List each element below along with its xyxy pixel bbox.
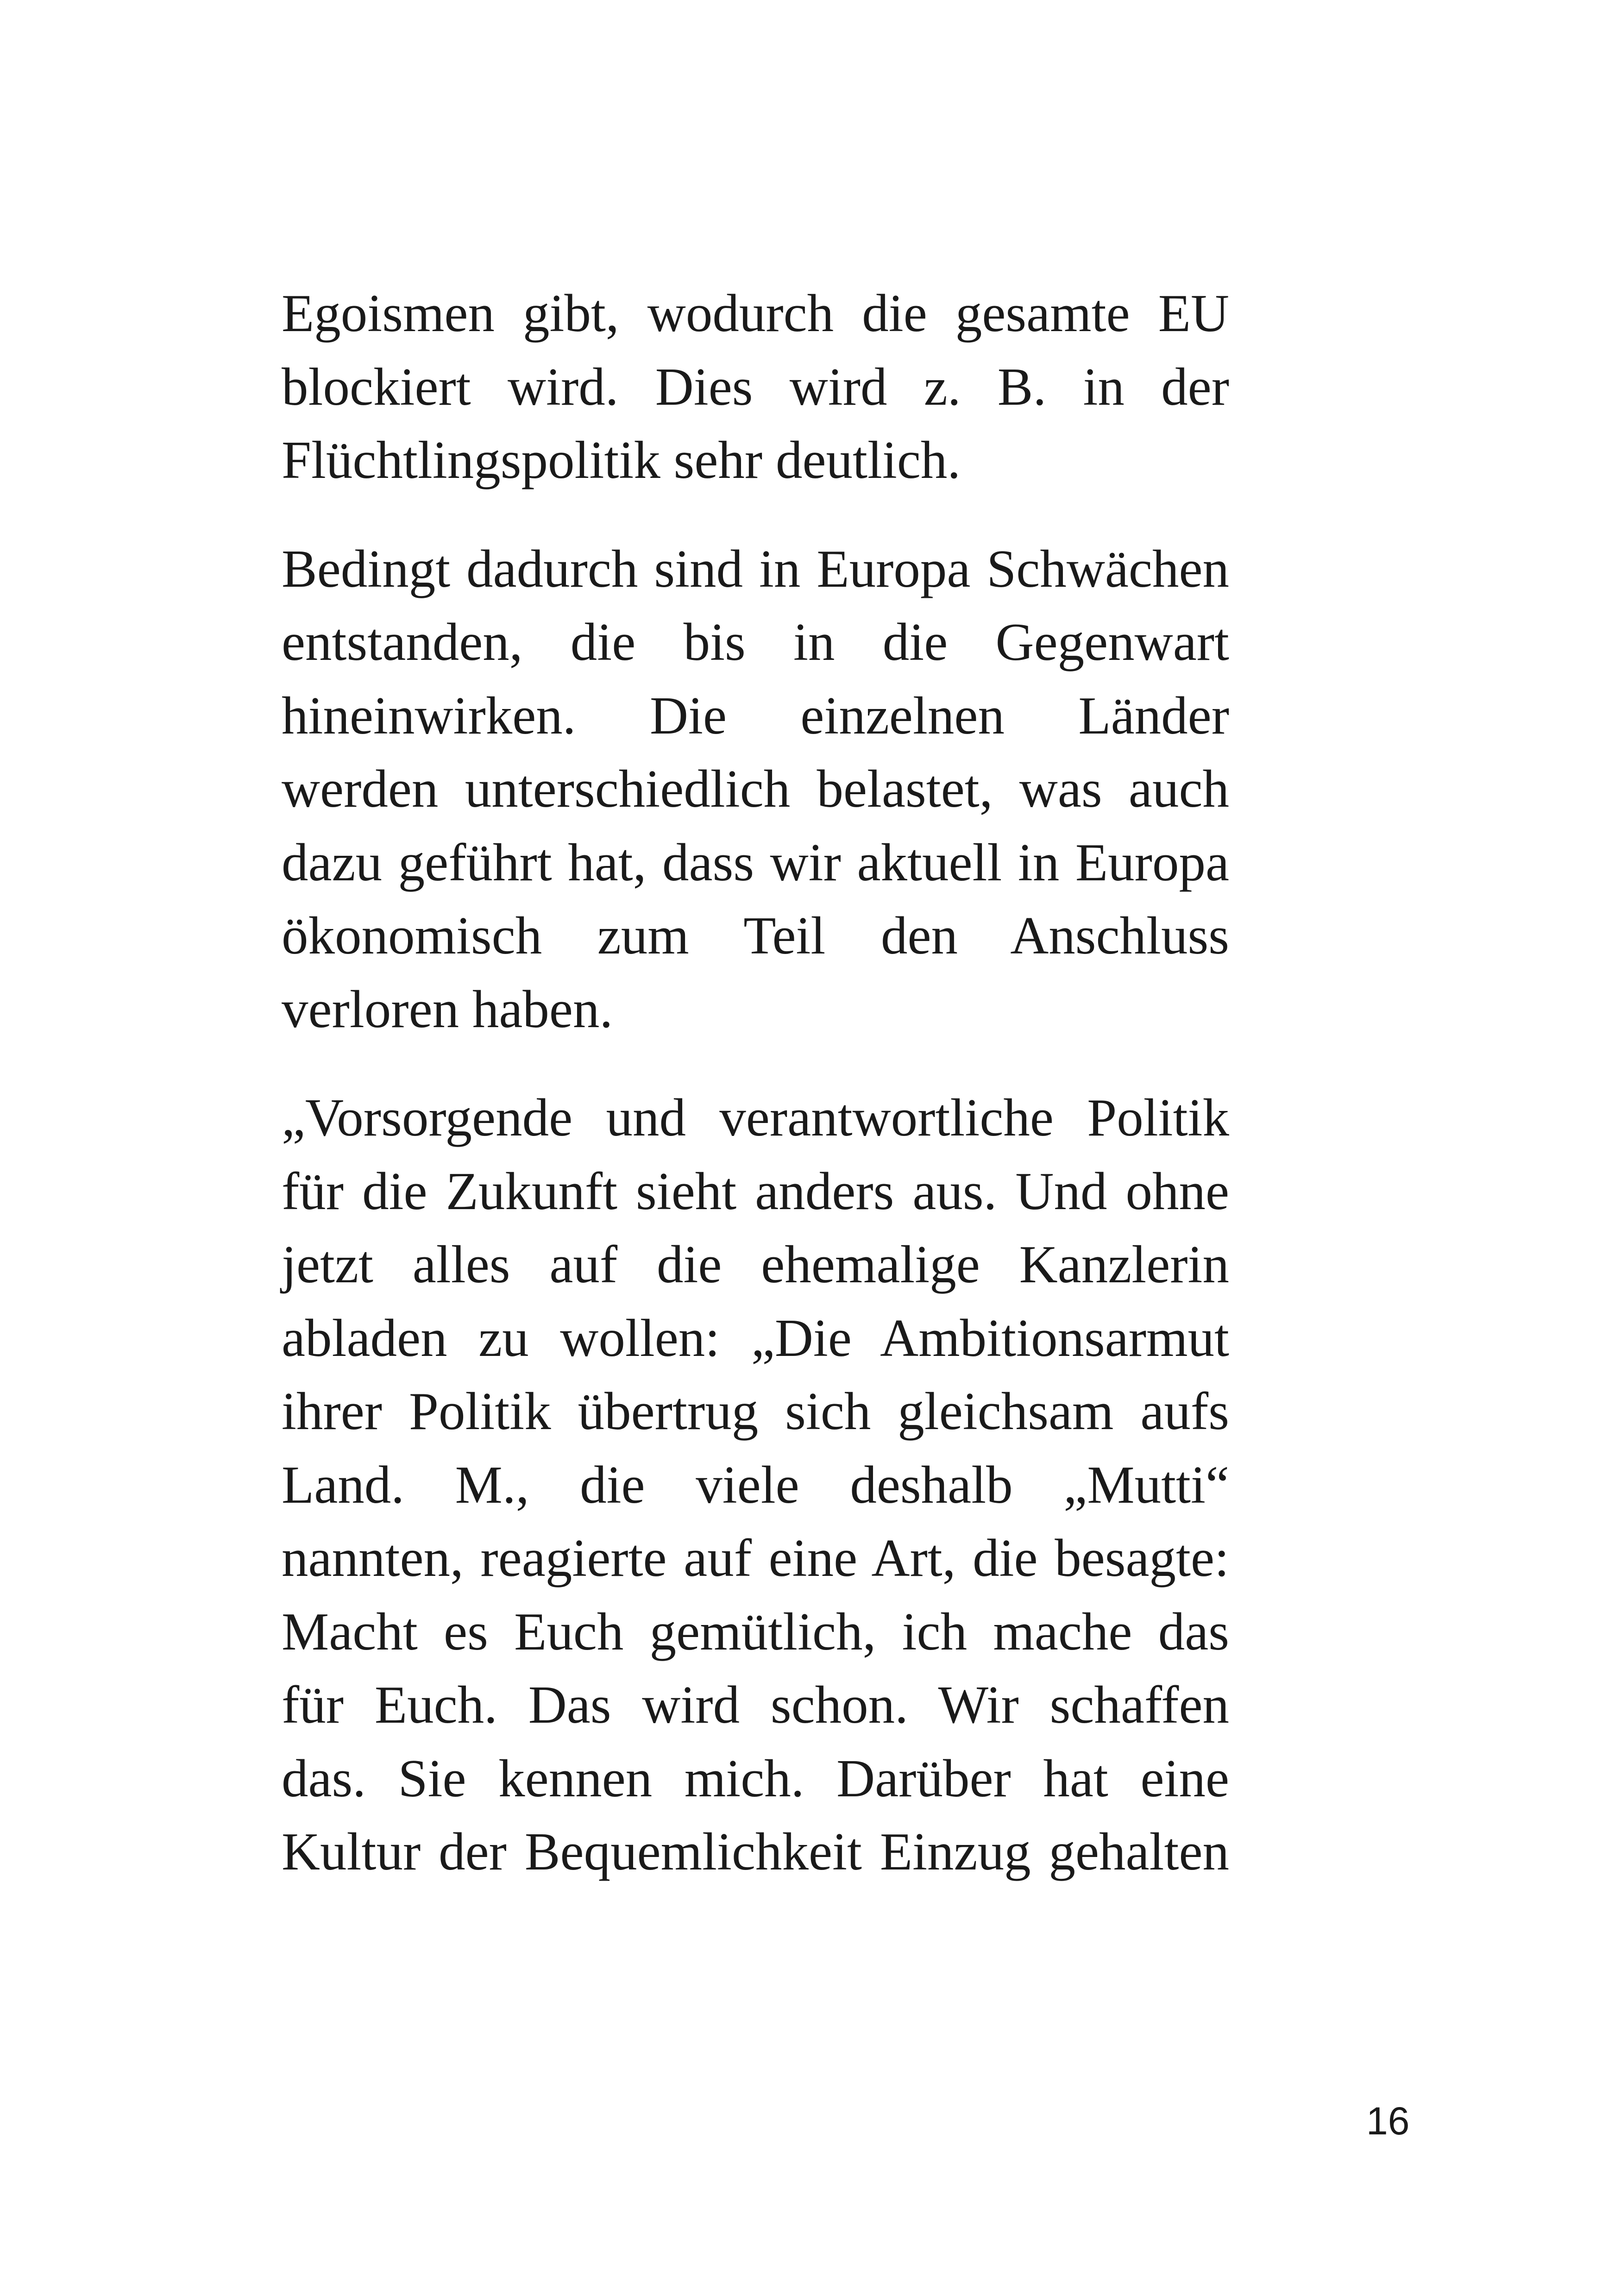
paragraph-spacing [282, 1046, 1229, 1081]
paragraph [282, 277, 1229, 497]
text-line: Kultur der Bequemlichkeit Einzug gehalten [282, 1822, 1229, 1881]
text-line: ihrer Politik übertrug sich gleichsam aufs [282, 1382, 1229, 1441]
text-line: entstanden, die bis in die Gegenwart [282, 613, 1229, 671]
text-line: ökonomisch zum Teil den Anschluss [282, 906, 1229, 965]
text-line: hineinwirken. Die einzelnen Länder [282, 686, 1229, 745]
paragraph-spacing [282, 497, 1229, 533]
page-number: 16 [1366, 2099, 1410, 2143]
text-line: jetzt alles auf die ehemalige Kanzlerin [282, 1235, 1229, 1294]
text-line: nannten, reagierte auf eine Art, die besagte: [282, 1529, 1229, 1587]
paragraph [282, 1081, 1229, 1889]
text-line: Bedingt dadurch sind in Europa Schwächen [282, 539, 1229, 598]
text-line: Macht es Euch gemütlich, ich mache das [282, 1602, 1229, 1661]
text-line: „Vorsorgende und verantwortliche Politik [282, 1088, 1229, 1147]
text-line: Land. M., die viele deshalb „Mutti“ [282, 1455, 1229, 1514]
text-line: für die Zukunft sieht anders aus. Und ohne [282, 1161, 1229, 1221]
paragraph [282, 533, 1229, 1047]
text-line: dazu geführt hat, dass wir aktuell in Europa [282, 833, 1229, 892]
text-line: werden unterschiedlich belastet, was auch [282, 759, 1229, 818]
text-line: das. Sie kennen mich. Darüber hat eine [282, 1749, 1229, 1808]
text-line: Egoismen gibt, wodurch die gesamte EU [282, 284, 1229, 343]
body-text [282, 277, 1229, 1889]
text-line: blockiert wird. Dies wird z. B. in der [282, 357, 1229, 416]
text-line: verloren haben. [282, 979, 613, 1039]
text-line: Flüchtlingspolitik sehr deutlich. [282, 431, 961, 489]
text-line: abladen zu wollen: „Die Ambitionsarmut [282, 1308, 1229, 1368]
text-line: für Euch. Das wird schon. Wir schaffen [282, 1675, 1229, 1734]
